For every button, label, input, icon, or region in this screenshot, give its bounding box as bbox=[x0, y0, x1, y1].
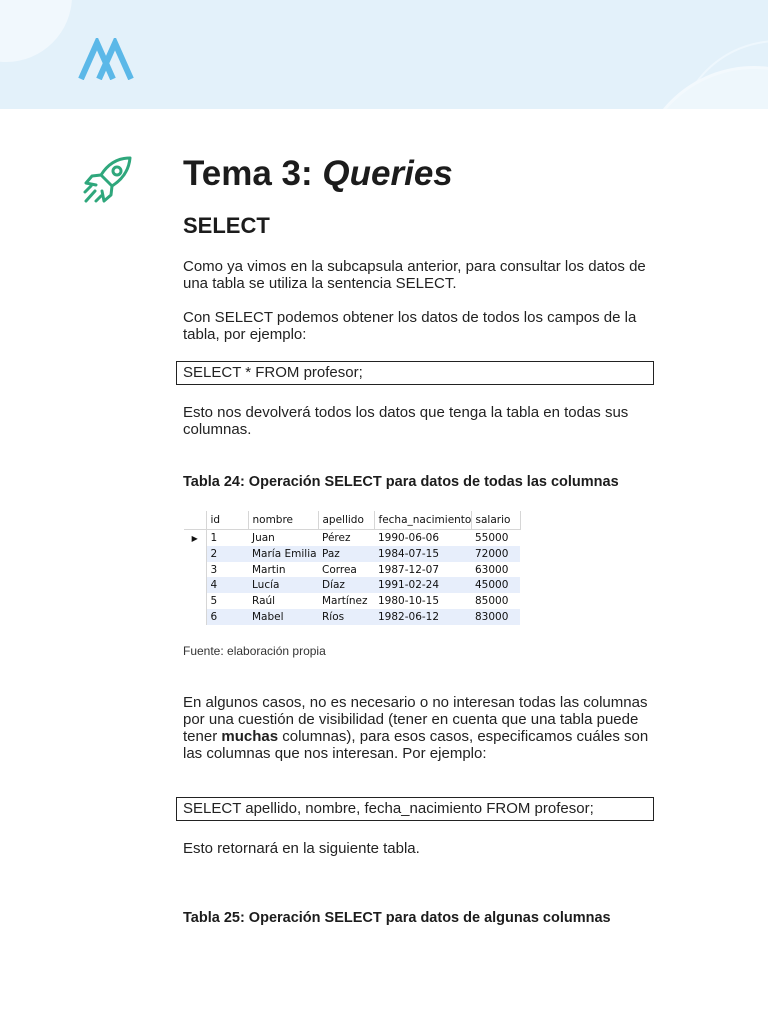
cell-nombre: Lucía bbox=[248, 577, 318, 593]
rocket-icon bbox=[82, 155, 134, 205]
cell-id: 6 bbox=[206, 609, 248, 625]
table-row bbox=[184, 577, 520, 593]
column-header-fecha-nacimiento: fecha_nacimiento bbox=[374, 511, 471, 530]
current-row-marker-icon: ▶ bbox=[191, 533, 198, 543]
paragraph-next-table: Esto retornará en la siguiente tabla. bbox=[183, 840, 420, 857]
row-selector bbox=[184, 530, 206, 546]
cell-salario: 72000 bbox=[471, 546, 520, 562]
result-grid-header-row bbox=[184, 511, 520, 530]
cell-apellido: Paz bbox=[318, 546, 374, 562]
code-query-select-columns: SELECT apellido, nombre, fecha_nacimiento FROM profesor; bbox=[176, 797, 654, 821]
column-header-id: id bbox=[206, 511, 248, 530]
cell-nombre: Raúl bbox=[248, 593, 318, 609]
result-grid bbox=[184, 511, 521, 625]
cell-fecha-nacimiento: 1991-02-24 bbox=[374, 577, 471, 593]
title-prefix: Tema 3: bbox=[183, 154, 323, 193]
row-selector bbox=[184, 577, 206, 593]
table-25-caption: Tabla 25: Operación SELECT para datos de algunas columnas bbox=[183, 910, 611, 926]
cell-apellido: Correa bbox=[318, 562, 374, 578]
cell-apellido: Martínez bbox=[318, 593, 374, 609]
cell-id: 2 bbox=[206, 546, 248, 562]
table-24-caption: Tabla 24: Operación SELECT para datos de todas las columnas bbox=[183, 474, 619, 490]
cell-apellido: Pérez bbox=[318, 530, 374, 546]
cell-salario: 63000 bbox=[471, 562, 520, 578]
cell-nombre: María Emilia bbox=[248, 546, 318, 562]
cell-nombre: Mabel bbox=[248, 609, 318, 625]
page-header-band bbox=[0, 0, 768, 109]
cell-fecha-nacimiento: 1982-06-12 bbox=[374, 609, 471, 625]
cell-fecha-nacimiento: 1990-06-06 bbox=[374, 530, 471, 546]
row-selector bbox=[184, 562, 206, 578]
cell-salario: 55000 bbox=[471, 530, 520, 546]
page-title bbox=[183, 154, 453, 194]
paragraph-intro: Como ya vimos en la subcapsula anterior, para consultar los datos de una tabla se utiliza la sentencia SELECT. bbox=[183, 258, 646, 292]
cell-fecha-nacimiento: 1984-07-15 bbox=[374, 546, 471, 562]
code-query-select-all: SELECT * FROM profesor; bbox=[176, 361, 654, 385]
cell-nombre: Martin bbox=[248, 562, 318, 578]
cell-id: 3 bbox=[206, 562, 248, 578]
cell-salario: 45000 bbox=[471, 577, 520, 593]
paragraph-specific-columns bbox=[183, 694, 663, 762]
paragraph-bold-word: muchas bbox=[221, 728, 279, 745]
cell-fecha-nacimiento: 1980-10-15 bbox=[374, 593, 471, 609]
table-source-note: Fuente: elaboración propia bbox=[183, 644, 326, 658]
cell-apellido: Ríos bbox=[318, 609, 374, 625]
cell-salario: 83000 bbox=[471, 609, 520, 625]
column-header-nombre: nombre bbox=[248, 511, 318, 530]
cell-id: 4 bbox=[206, 577, 248, 593]
section-heading: SELECT bbox=[183, 213, 270, 238]
column-header-apellido: apellido bbox=[318, 511, 374, 530]
row-selector bbox=[184, 593, 206, 609]
paragraph-result-description: Esto nos devolverá todos los datos que tenga la tabla en todas sus columnas. bbox=[183, 404, 629, 438]
table-row bbox=[184, 609, 520, 625]
table-row bbox=[184, 593, 520, 609]
header-decoration-circle bbox=[0, 0, 72, 62]
title-emphasis: Queries bbox=[322, 154, 453, 193]
paragraph-select-all: Con SELECT podemos obtener los datos de todos los campos de la tabla, por ejemplo: bbox=[183, 309, 637, 343]
row-selector bbox=[184, 546, 206, 562]
column-header-salario: salario bbox=[471, 511, 520, 530]
cell-id: 1 bbox=[206, 530, 248, 546]
table-row bbox=[184, 530, 520, 546]
row-header-corner bbox=[184, 511, 206, 530]
cell-id: 5 bbox=[206, 593, 248, 609]
row-selector bbox=[184, 609, 206, 625]
paragraph-text: En algunos casos, no es necesario o no interesan todas las columnas por una cuestión de visibilidad (tener en cuenta que una tabla puede tener bbox=[183, 694, 648, 745]
brand-logo-icon bbox=[78, 38, 136, 80]
cell-fecha-nacimiento: 1987-12-07 bbox=[374, 562, 471, 578]
cell-salario: 85000 bbox=[471, 593, 520, 609]
paragraph-text: columnas), para esos casos, especificamos cuáles son las columnas que nos interesan. Por ejemplo: bbox=[183, 728, 649, 762]
cell-nombre: Juan bbox=[248, 530, 318, 546]
cell-apellido: Díaz bbox=[318, 577, 374, 593]
table-row bbox=[184, 546, 520, 562]
table-row bbox=[184, 562, 520, 578]
